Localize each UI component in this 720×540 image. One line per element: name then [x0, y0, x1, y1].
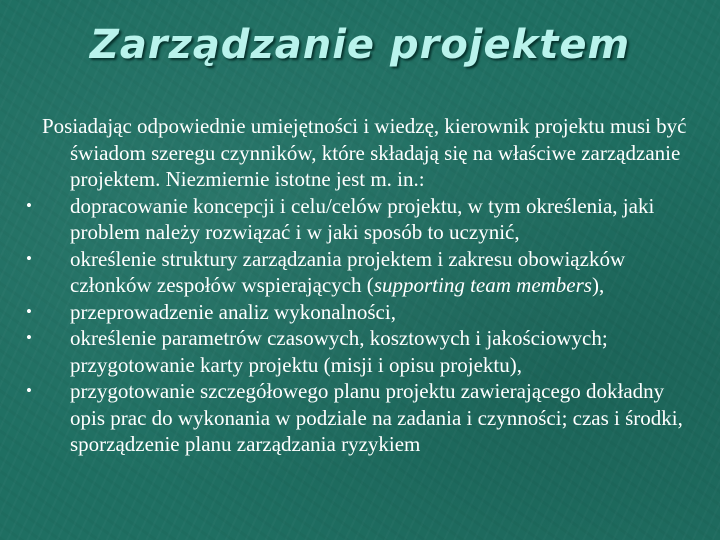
- bullet-text-suffix: ),: [591, 273, 605, 297]
- bullet-dot-icon: •: [26, 381, 32, 400]
- bullet-dot-icon: •: [26, 301, 32, 321]
- bullet-item-1: [26, 193, 702, 246]
- bullet-text: określenie parametrów czasowych, kosztowych i jakościowych; przygotowanie karty projektu (misji i opisu projektu),: [70, 326, 608, 377]
- bullet-item-4: [26, 325, 702, 378]
- bullet-item-2: [26, 246, 702, 299]
- bullet-item-5: [26, 378, 702, 458]
- bullet-text: dopracowanie koncepcji i celu/celów projektu, w tym określenia, jaki problem należy rozwiązać i w jaki sposób to uczynić,: [70, 193, 655, 244]
- intro-paragraph: Posiadając odpowiednie umiejętności i wiedzę, kierownik projektu musi być świadom szeregu czynników, które składają się na właściwe zarządzanie projektem. Niezmiernie istotne jest m. in.:: [42, 114, 687, 191]
- bullet-italic-term: supporting team members: [373, 273, 592, 297]
- bullet-dot-icon: •: [26, 195, 32, 215]
- bullet-text: przeprowadzenie analiz wykonalności,: [70, 299, 396, 324]
- bullet-item-3: [26, 299, 702, 326]
- slide-title: Zarządzanie projektem: [89, 22, 631, 68]
- bullet-list: [26, 193, 702, 458]
- bullet-dot-icon: •: [26, 248, 32, 268]
- bullet-dot-icon: •: [26, 328, 32, 347]
- bullet-text: określenie struktury zarządzania projektem i zakresu obowiązków członków zespołów wspierających (: [70, 246, 626, 297]
- slide-body: [26, 113, 702, 540]
- bullet-text: przygotowanie szczegółowego planu projektu zawierającego dokładny opis prac do wykonania w podziale na zadania i czynności; czas i środki, sporządzenie planu zarządzania ryzykiem: [70, 379, 683, 456]
